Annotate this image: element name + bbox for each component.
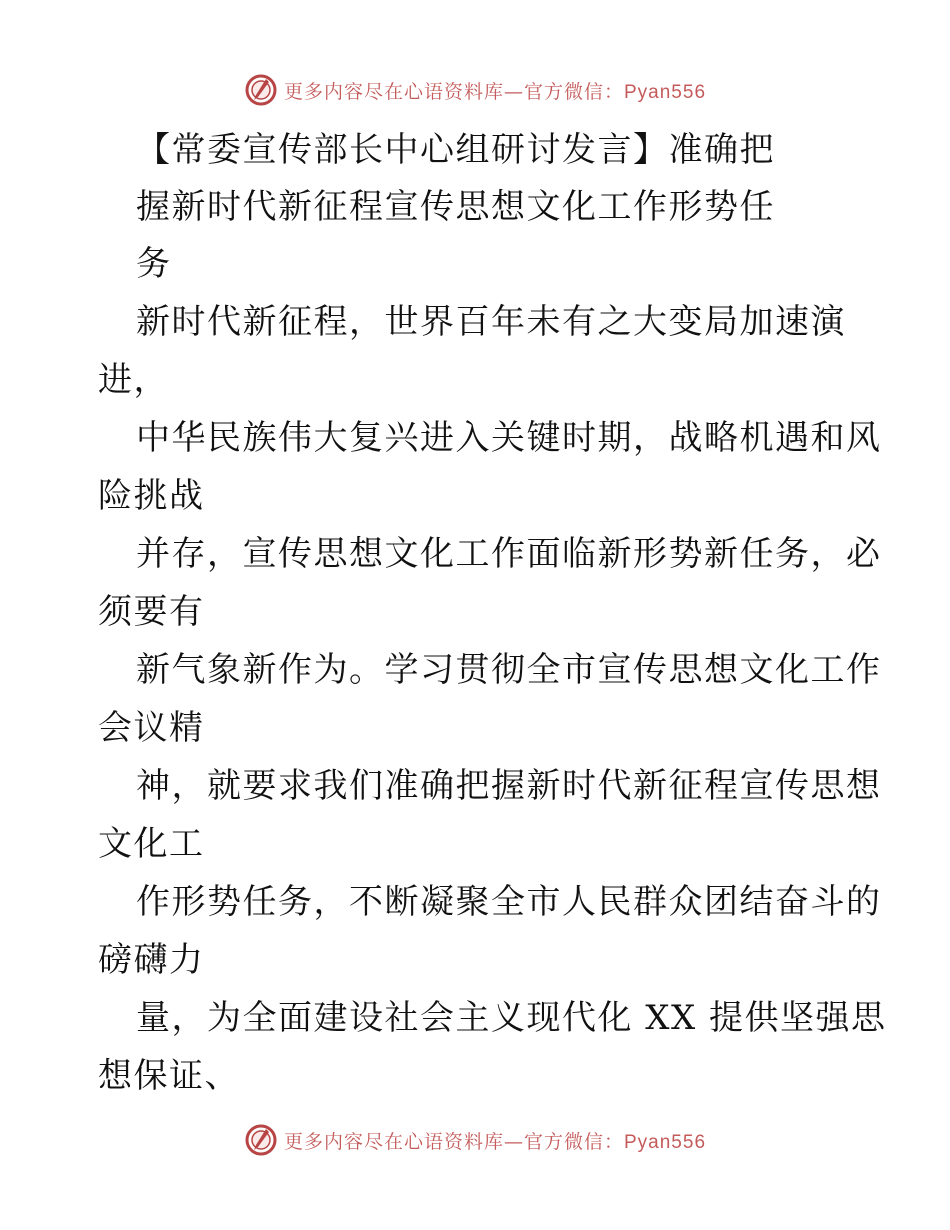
body-line: 想保证、 xyxy=(98,1056,240,1096)
title-line: 【常委宣传部长中心组研讨发言】准确把 xyxy=(136,130,775,170)
body-line: 磅礴力 xyxy=(98,940,205,980)
paragraph xyxy=(98,293,887,1105)
body-line: 险挑战 xyxy=(98,476,205,516)
banner-text: 更多内容尽在心语资料库—官方微信：Pyan556 xyxy=(283,80,707,103)
body-line: 中华民族伟大复兴进入关键时期，战略机遇和风 xyxy=(136,418,882,458)
body-line: 会议精 xyxy=(98,708,205,748)
title-line: 务 xyxy=(136,244,172,284)
body-line: 文化工 xyxy=(98,824,205,864)
pen-nib-logo-icon xyxy=(244,73,278,107)
header-banner xyxy=(0,70,950,110)
body-line: 作形势任务，不断凝聚全市人民群众团结奋斗的 xyxy=(136,882,882,922)
pen-nib-logo-icon xyxy=(244,1123,278,1157)
body-line: 神，就要求我们准确把握新时代新征程宣传思想 xyxy=(136,766,882,806)
body-line: 并存，宣传思想文化工作面临新形势新任务，必 xyxy=(136,534,882,574)
banner-text: 更多内容尽在心语资料库—官方微信：Pyan556 xyxy=(283,1130,707,1153)
body-line: 进， xyxy=(98,360,169,400)
body-line: 新气象新作为。学习贯彻全市宣传思想文化工作 xyxy=(136,650,882,690)
footer-banner xyxy=(0,1120,950,1160)
document-title xyxy=(98,122,858,293)
document-body xyxy=(98,122,887,1105)
body-line: 量，为全面建设社会主义现代化 XX 提供坚强思 xyxy=(136,998,887,1038)
body-line: 新时代新征程，世界百年未有之大变局加速演 xyxy=(136,302,846,342)
title-line: 握新时代新征程宣传思想文化工作形势任 xyxy=(136,187,775,227)
body-line: 须要有 xyxy=(98,592,205,632)
